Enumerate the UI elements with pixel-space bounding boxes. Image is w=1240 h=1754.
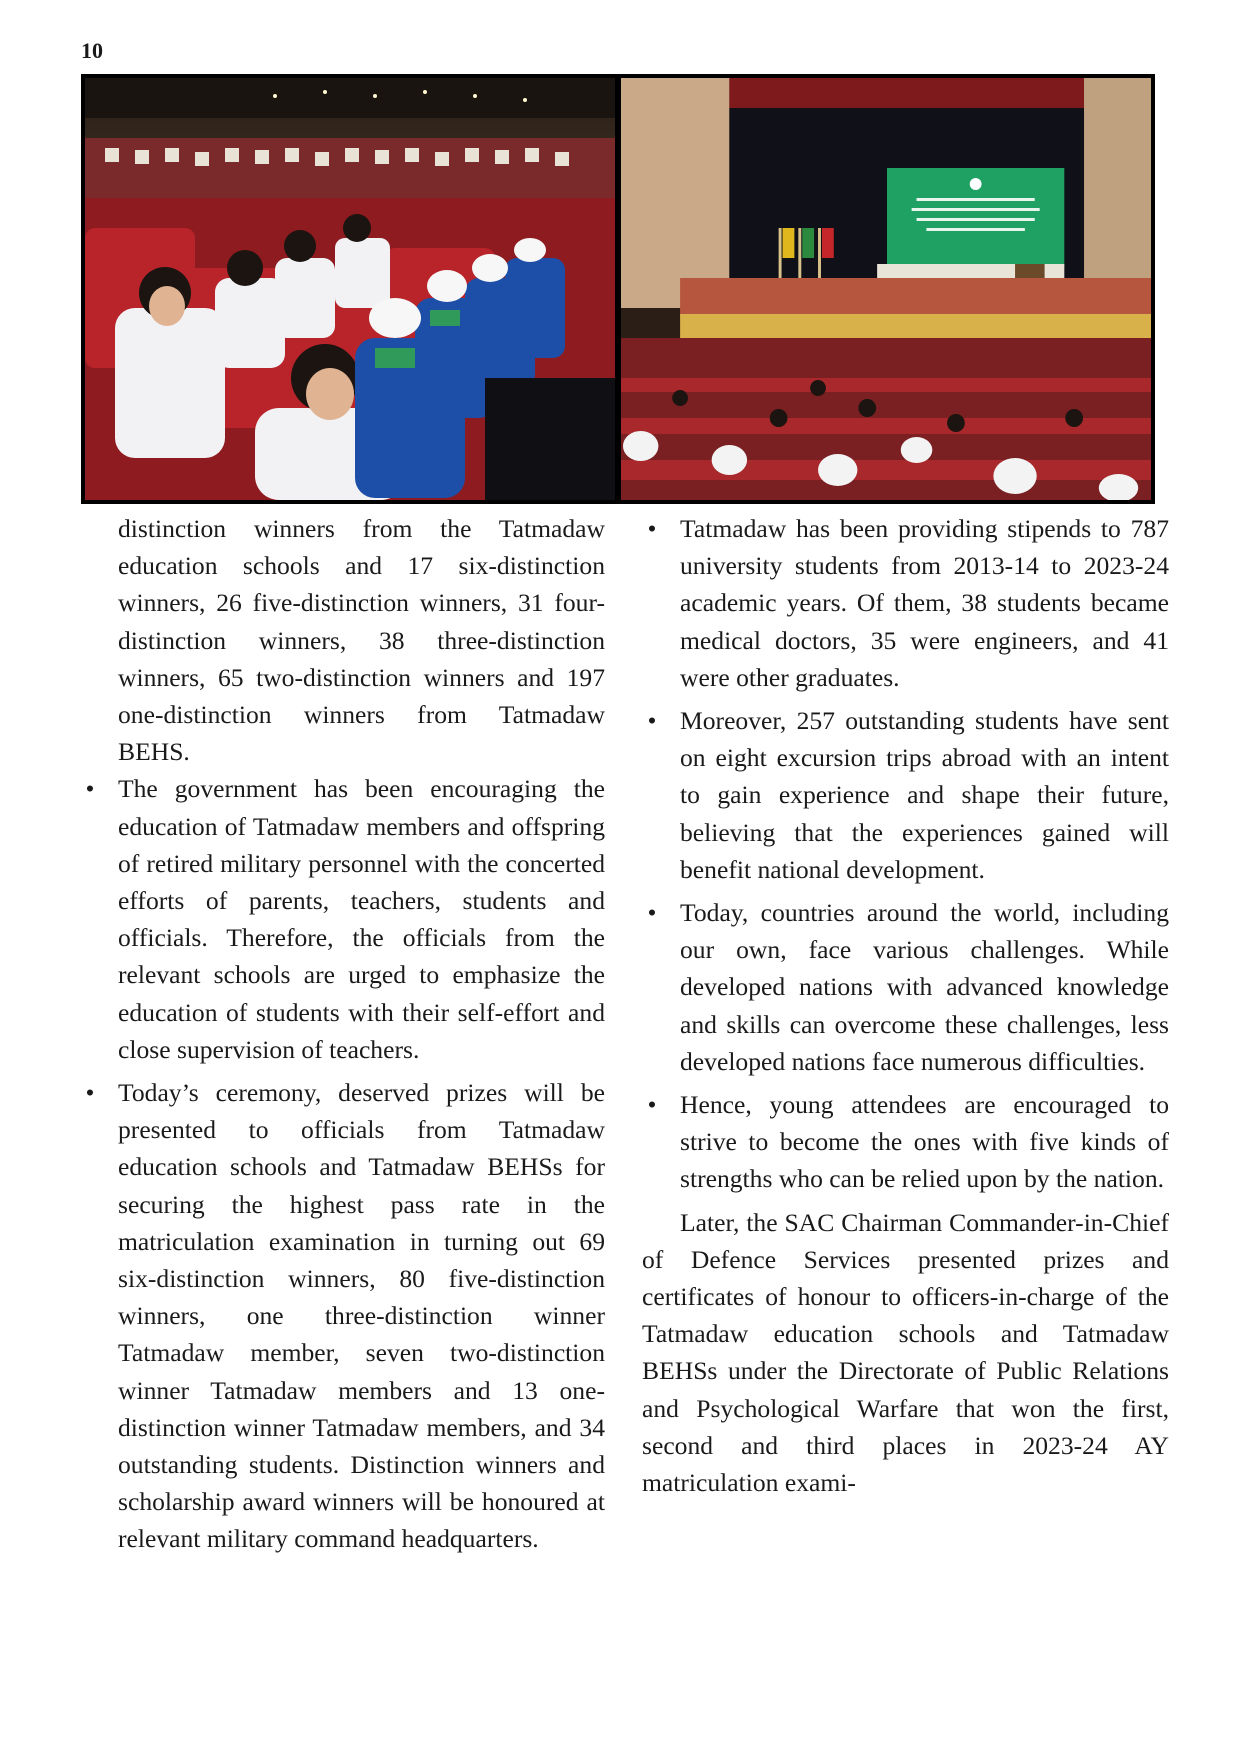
bullet-glyph: • [647, 706, 657, 736]
bullet-glyph: • [647, 514, 657, 543]
photo-ceremony-hall [621, 78, 1151, 500]
right-column [642, 510, 1169, 1501]
list-item [80, 1074, 605, 1558]
list-item-text: Today’s ceremony, deserved prizes will be presented to officials from Tatmadaw education schools and Tatmadaw BEHSs for securing the highest pass rate in the matriculation examination in turning out 69 six-distinction winners, 80 five-distinction winners, one three-distinction winner Tatmadaw member, seven two-distinction winner Tatmadaw members and 13 one-distinction winner Tatmadaw members, and 34 outstanding students. Distinction winners and scholarship award winners will be honoured at relevant military command headquarters. [118, 1078, 605, 1554]
left-continuation-text: distinction winners from the Tatmadaw education schools and 17 six-distinction winners, 26 five-distinction winners, 31 four-distinction winners, 38 three-distinction winners, 65 two-distinction winners and 197 one-distinction winners from Tatmadaw BEHS. [118, 514, 605, 767]
list-item [642, 510, 1169, 696]
closing-paragraph: Later, the SAC Chairman Commander-in-Chief of Defence Services presented prizes and certificates of honour to officers-in-charge of the Tatmadaw education schools and Tatmadaw BEHSs under the Directorate of Public Relations and Psychological Warfare that won the first, second and third places in 2023-24 AY matriculation exami- [642, 1207, 1169, 1498]
students-photo-illustration [85, 78, 615, 500]
list-item [80, 770, 605, 1068]
left-column [80, 510, 605, 1558]
photo-students-seated [85, 78, 615, 500]
list-item-text: Tatmadaw has been providing stipends to 787 university students from 2013-14 to 2023-24 academic years. Of them, 38 students became medical doctors, 35 were engineers, and 41 were other graduates. [680, 514, 1169, 692]
right-bullet-list [642, 510, 1169, 1198]
list-item [642, 1086, 1169, 1198]
bullet-glyph: • [85, 1078, 95, 1108]
photo-strip [81, 74, 1155, 504]
left-bullet-list [80, 770, 605, 1557]
bullet-glyph: • [647, 1090, 657, 1120]
list-item-text: Moreover, 257 outstanding students have sent on eight excursion trips abroad with an intent to gain experience and shape their future, believing that the experiences gained will benefit national development. [680, 706, 1169, 884]
list-item [642, 702, 1169, 888]
bullet-glyph: • [85, 774, 95, 804]
bullet-glyph: • [647, 898, 657, 928]
list-item-text: Hence, young attendees are encouraged to strive to become the ones with five kinds of strengths who can be relied upon by the nation. [680, 1090, 1169, 1194]
list-item [642, 894, 1169, 1080]
page-number: 10 [81, 38, 103, 63]
list-item-text: Today, countries around the world, including our own, face various challenges. While developed nations with advanced knowledge and skills can overcome these challenges, less developed nations face numerous difficulties. [680, 898, 1169, 1076]
ceremony-hall-illustration [621, 78, 1151, 500]
list-item-text: The government has been encouraging the education of Tatmadaw members and offspring of retired military personnel with the concerted efforts of parents, teachers, students and officials. Therefore, the officials from the relevant schools are urged to emphasize the education of students with their self-effort and close supervision of teachers. [118, 774, 605, 1064]
